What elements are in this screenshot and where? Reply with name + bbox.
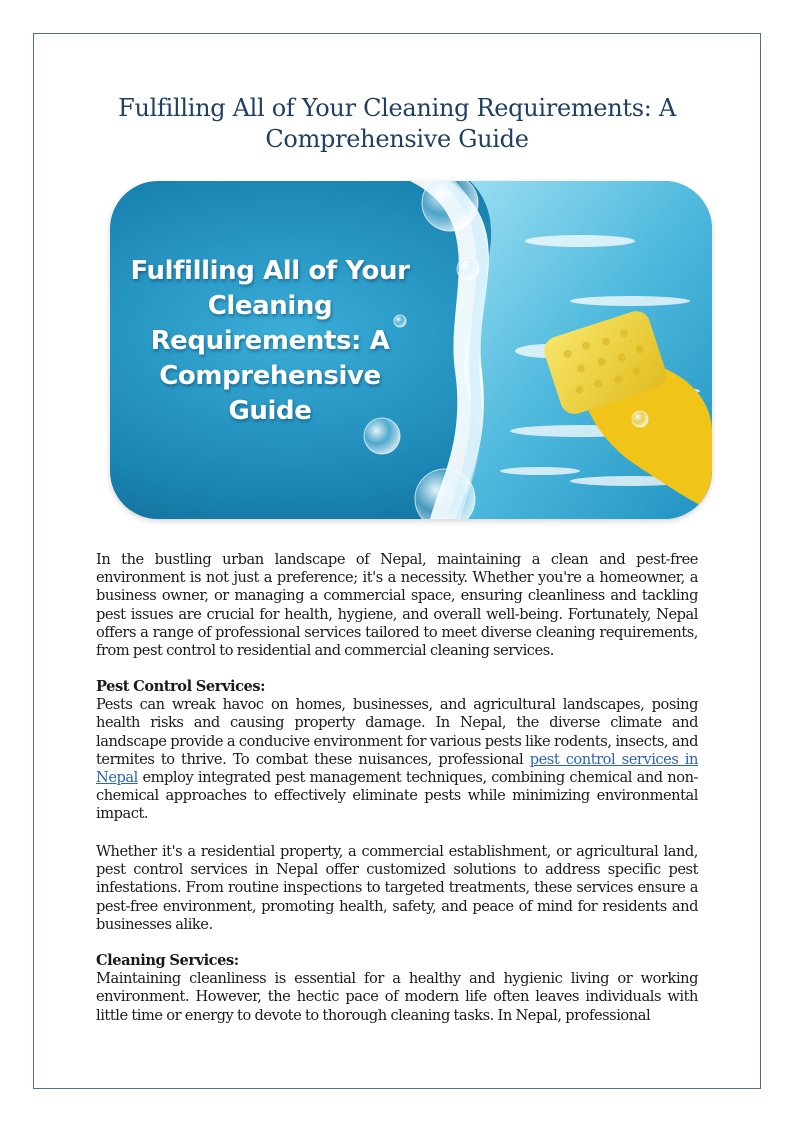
intro-paragraph: In the bustling urban landscape of Nepal, maintaining a clean and pest-free environment is not just a preference; it's a necessity. Whether you're a homeowner, a business owner, or managing a commercial space, ensuring cleanliness and tackling pest issues are crucial for health, hygiene, and overall well-being. Fortunately, Nepal offers a range of professional services tailored to meet diverse cleaning requirements, from pest control to residential and commercial cleaning services.: [96, 551, 698, 660]
cleaning-text: Maintaining cleanliness is essential for a healthy and hygienic living or working environment. However, the hectic pace of modern life often leaves individuals with little time or energy to devote to thorough cleaning tasks. In Nepal, professional: [96, 970, 698, 1024]
pest-text-after: employ integrated pest management techniques, combining chemical and non-chemical approaches to effectively eliminate pests while minimizing environmental impact.: [96, 769, 698, 823]
pest-control-link[interactable]: pest control services in Nepal: [96, 750, 698, 787]
page-title: Fulfilling All of Your Cleaning Requirements: A Comprehensive Guide: [118, 94, 676, 153]
hero-heading: Fulfilling All of Your Cleaning Requirements: A Comprehensive Guide: [130, 256, 410, 426]
pest-section: [96, 678, 698, 824]
pest-text-before: Pests can wreak havoc on homes, businesses, and agricultural landscapes, posing health risks and causing property damage. In Nepal, the diverse climate and landscape provide a conducive environment for various pests like rodents, insects, and termites to thrive. To combat these nuisances, professional: [96, 696, 698, 768]
pest-paragraph-2: Whether it's a residential property, a commercial establishment, or agricultural land, pest control services in Nepal offer customized solutions to address specific pest infestations. From routine inspections to targeted treatments, these services ensure a pest-free environment, promoting health, safety, and peace of mind for residents and businesses alike.: [96, 843, 698, 933]
pest-heading: Pest Control Services:: [96, 678, 266, 695]
hero-image: [110, 181, 712, 519]
cleaning-section: [96, 952, 698, 1025]
cleaning-heading: Cleaning Services:: [96, 952, 239, 969]
